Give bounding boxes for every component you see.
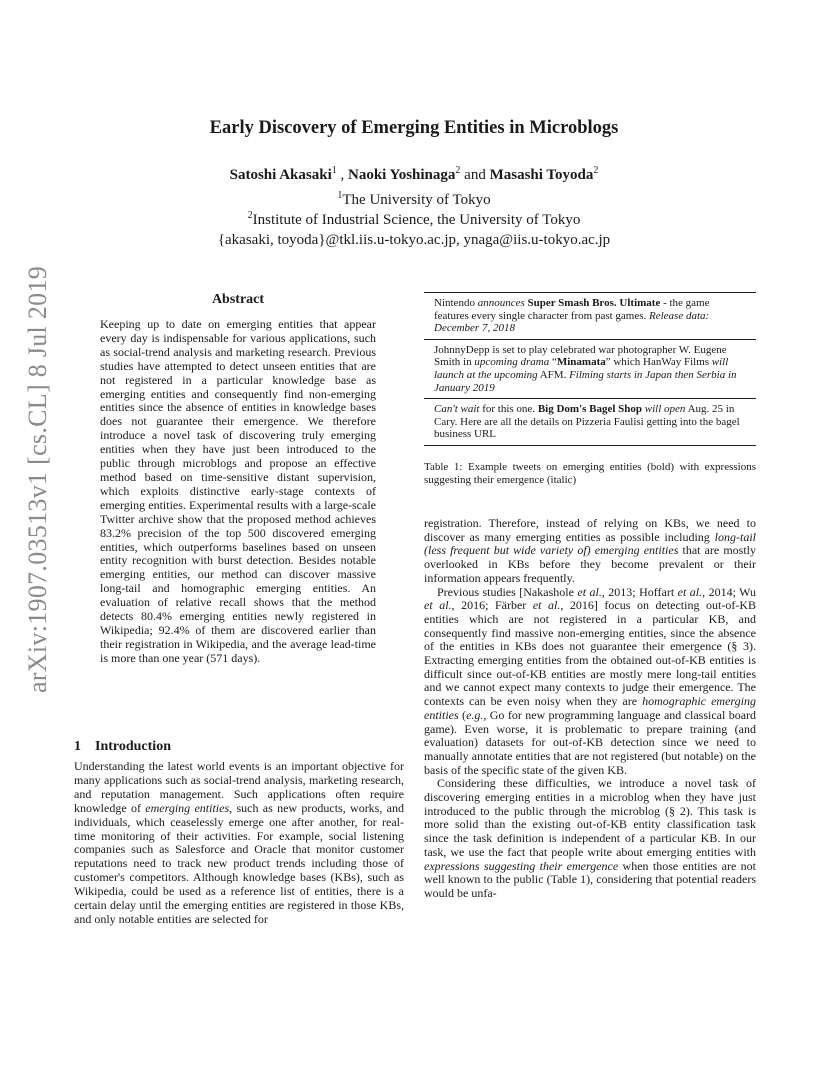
text-run: Understanding the latest world events is an important objective for many applications such as social-trend analysis, marketing research, and reputation management. Such applications often require knowledge of xyxy=(74,759,404,815)
emphasis: upcoming drama xyxy=(474,356,550,369)
paper-title: Early Discovery of Emerging Entities in Microblogs xyxy=(209,118,619,138)
example-table xyxy=(424,292,756,446)
text-run: , 2016] focus on detecting out-of-KB entities which are not registered in a particular KB, and consequently find massive non-emerging entities, since the absence of the entities in KBs does not guarantee their emergence (§ 3). Extracting emerging entities from the obtained out-of-KB entities is difficult since out-of-KB entities are mostly mere long-tail entities and we cannot expect many contexts to judge their emergence. The contexts can be even noisy when they are xyxy=(424,598,757,709)
emphasis: et al. xyxy=(577,584,602,599)
abstract-body xyxy=(100,318,376,666)
emphasis: homographic emerging entities xyxy=(424,694,756,722)
intro-right-column xyxy=(424,517,756,901)
emphasis: et al. xyxy=(532,598,561,613)
text-run: JohnnyDepp is set to play celebrated war photographer W. Eugene Smith in xyxy=(434,343,727,369)
emphasis: et al. xyxy=(424,598,452,613)
author-emails: {akasaki, toyoda}@tkl.iis.u-tokyo.ac.jp, ynaga@iis.u-tokyo.ac.jp xyxy=(217,232,611,248)
text-run: , 2014; Wu xyxy=(702,584,757,599)
text-run: ( xyxy=(458,707,467,722)
affiliation-text: Institute of Industrial Science, the University of Tokyo xyxy=(252,212,581,228)
text-run: , 2013; Hoffart xyxy=(601,584,678,599)
emphasis: e.g. xyxy=(466,707,484,722)
author-separator: and xyxy=(460,167,490,183)
text-run: - the game features every single character from past games. xyxy=(434,297,710,322)
emphasis: will open xyxy=(644,403,686,416)
affiliation-mark: 2 xyxy=(247,210,253,221)
emphasis: et al. xyxy=(677,584,703,599)
affiliation-text: The University of Tokyo xyxy=(342,192,491,208)
text-run: when those entities are not well known to the public (Table 1), considering that potential readers would be unfa- xyxy=(424,858,756,900)
affiliation-2 xyxy=(0,210,828,229)
emphasis: expressions suggesting their emergence xyxy=(424,858,619,873)
text-run: that are mostly overlooked in KBs before they become prevalent or their information appears frequently. xyxy=(424,543,756,585)
emphasis: Can't wait xyxy=(434,403,480,416)
emphasis: emerging entities xyxy=(145,800,230,815)
author-name: Naoki Yoshinaga xyxy=(348,167,456,183)
emphasis: Release data: December 7, 2018 xyxy=(434,309,710,335)
text-run: Considering these difficulties, we introduce a novel task of discovering emerging entities in a microblog when they have just introduced to the public through the microblog (§ 2). This task is more solid than the existing out-of-KB entity classification task since the task definition is independent of a particular KB. In our task, we use the fact that people write about emerging entities with xyxy=(424,776,756,859)
section-number: 1 xyxy=(74,739,81,754)
arxiv-stamp: arXiv:1907.03513v1 [cs.CL] 8 Jul 2019 xyxy=(23,265,52,693)
emphasis: Filming starts in Japan then Serbia in January 2019 xyxy=(434,368,737,394)
author-affiliation-mark: 2 xyxy=(593,165,599,176)
text-run: AFM. xyxy=(537,368,570,381)
author-separator: , xyxy=(336,167,348,183)
table-caption: Table 1: Example tweets on emerging entities (bold) with expressions suggesting their emergence (italic) xyxy=(424,461,756,486)
entity-bold: Big Dom's Bagel Shop xyxy=(537,403,643,416)
entity-bold: Minamata xyxy=(556,356,606,369)
section-heading xyxy=(74,739,185,755)
paragraph xyxy=(424,777,756,900)
abstract-text: Keeping up to date on emerging entities that appear every day is indispensable for various applications, such as social-trend analysis and marketing research. Previous studies have attempted to detect unseen entities that are not registered in a particular knowledge base as emerging entities and consequently find non-emerging entities since the absence of entities in knowledge bases does not guarantee their emergence. We therefore introduce a novel task of discovering truly emerging entities when they have just been introduced to the public through microblogs and propose an effective method based on time-sensitive distant supervision, which exploits distinctive early-stage contexts of emerging entities. Experimental results with a large-scale Twitter archive show that the proposed method achieves 83.2% precision of the top 500 discovered emerging entities, which outperforms baselines based on unseen entity recognition with burst detection. Besides notable emerging entities, our method can discover massive long-tail and homographic emerging entities. An evaluation of relative recall shows that the method detects 80.4% emerging entities newly registered in Wikipedia; 92.4% of them are discovered earlier than their registration in Wikipedia, and the average lead-time is more than one year (571 days). xyxy=(100,317,376,665)
text-run: , 2016; Färber xyxy=(451,598,533,613)
entity-bold: Super Smash Bros. Ultimate xyxy=(527,297,661,309)
affiliation-1 xyxy=(0,190,828,209)
emphasis: long-tail (less frequent but wide variety of) emerging entities xyxy=(424,529,756,558)
text-run: Nintendo xyxy=(434,297,478,309)
text-run: , such as new products, works, and individuals, which ceaselessly emerge one after another, for real-time monitoring of their activities. For example, social listening companies such as Salesforce and Oracle that monitor customer reputations need to track new product trends including those of customer's competitors. Although knowledge bases (KBs), such as Wikipedia, could be used as a reference list of entities, there is a certain delay until the emerging entities are registered in those KBs, and only notable entities are selected for xyxy=(74,800,404,926)
author-name: Satoshi Akasaki xyxy=(229,167,332,183)
section-title: Introduction xyxy=(95,739,171,754)
text-run: Aug. 25 in Cary. Here are all the details on Pizzeria Faulisi getting into the bagel business URL xyxy=(434,403,740,441)
paragraph xyxy=(424,586,756,778)
text-run: “ xyxy=(549,356,557,369)
text-run: for this one. xyxy=(479,403,538,416)
table-row xyxy=(424,340,756,399)
author-list xyxy=(0,165,828,184)
emphasis: will launch at the upcoming xyxy=(434,356,729,381)
author-affiliation-mark: 1 xyxy=(331,165,337,176)
intro-left-column xyxy=(74,760,404,927)
table-row xyxy=(424,399,756,446)
table-row xyxy=(424,293,756,340)
author-affiliation-mark: 2 xyxy=(455,165,461,176)
text-run: , Go for new programming language and classical board game). Even worse, it is problematic to prepare training (and evaluation) datasets for out-of-KB detection since we need to manually annotate entities that are not registered (but notable) on the basis of the specific state of the given KB. xyxy=(424,707,757,777)
text-run: ” which HanWay Films xyxy=(605,356,712,369)
paragraph xyxy=(424,517,756,586)
paragraph xyxy=(74,760,404,927)
emphasis: announces xyxy=(477,297,525,309)
text-run: registration. Therefore, instead of relying on KBs, we need to discover as many emerging entities as possible including xyxy=(424,516,756,544)
text-run: Previous studies [Nakashole xyxy=(437,584,578,599)
affiliation-mark: 1 xyxy=(337,190,343,201)
author-name: Masashi Toyoda xyxy=(489,167,594,183)
abstract-heading: Abstract xyxy=(211,292,265,307)
